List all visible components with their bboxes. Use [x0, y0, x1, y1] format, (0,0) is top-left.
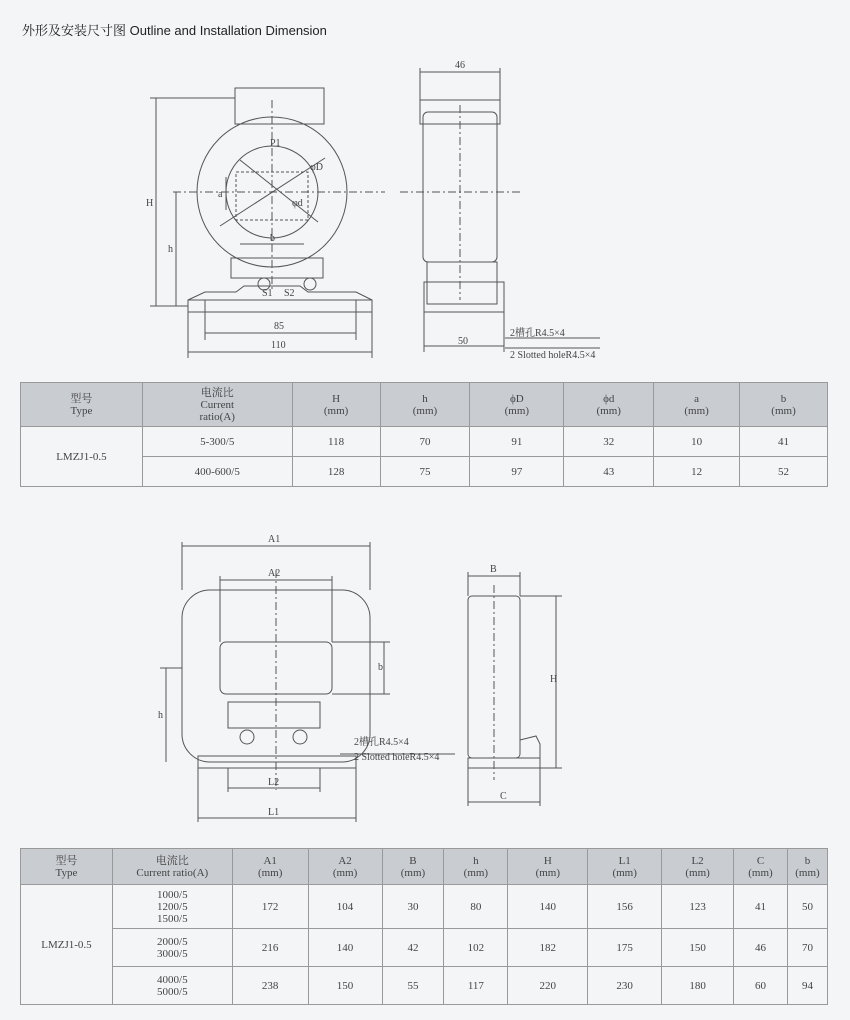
- ct2-front-view: [160, 542, 455, 822]
- table-row: [21, 427, 828, 457]
- table-cell: 238: [232, 967, 308, 1005]
- header-current-ratio: 电流比 Current ratio(A): [142, 383, 292, 427]
- table-cell: 70: [380, 427, 470, 457]
- page-title: 外形及安装尺寸图 Outline and Installation Dimension: [22, 23, 327, 38]
- table-cell: 43: [564, 457, 654, 487]
- label-slot-en-2: 2 Slotted holeR4.5×4: [354, 752, 440, 763]
- header-h: h (mm): [444, 849, 508, 885]
- table-cell: 50: [787, 885, 827, 929]
- table-cell: 123: [662, 885, 734, 929]
- label-p1: P1: [270, 138, 281, 149]
- header-L1: L1 (mm): [588, 849, 662, 885]
- table-row: [21, 967, 828, 1005]
- table-row: [21, 885, 828, 929]
- table-cell: 12: [654, 457, 740, 487]
- table-cell: 172: [232, 885, 308, 929]
- label-dim-50: 50: [458, 336, 468, 347]
- dimension-table-1: [20, 382, 828, 487]
- header-b: b (mm): [740, 383, 828, 427]
- label-s2: S2: [284, 288, 295, 299]
- header-L2: L2 (mm): [662, 849, 734, 885]
- table-cell: 70: [787, 929, 827, 967]
- table-cell: 150: [308, 967, 382, 1005]
- label-B: B: [490, 564, 497, 575]
- label-b2: b: [378, 662, 383, 673]
- label-h2: h: [158, 710, 163, 721]
- table-cell: 104: [308, 885, 382, 929]
- table-cell: 42: [382, 929, 444, 967]
- type-cell: LMZJ1-0.5: [21, 885, 113, 1005]
- header-H: H (mm): [508, 849, 588, 885]
- table-cell: 117: [444, 967, 508, 1005]
- label-phi-D: φD: [310, 162, 323, 173]
- table-cell: 156: [588, 885, 662, 929]
- table-cell: 230: [588, 967, 662, 1005]
- table-cell: 180: [662, 967, 734, 1005]
- table-cell: 52: [740, 457, 828, 487]
- table-cell: 128: [292, 457, 380, 487]
- table-row: [21, 457, 828, 487]
- table-cell: 91: [470, 427, 564, 457]
- table-cell: 220: [508, 967, 588, 1005]
- label-A1: A1: [268, 534, 281, 545]
- label-h: h: [168, 244, 173, 255]
- label-slot-cn-1: 2槽孔R4.5×4: [510, 328, 565, 339]
- label-A2: A2: [268, 568, 281, 579]
- label-slot-en-1: 2 Slotted holeR4.5×4: [510, 350, 596, 361]
- header-B: B (mm): [382, 849, 444, 885]
- table-cell: 55: [382, 967, 444, 1005]
- table-cell: 400-600/5: [142, 457, 292, 487]
- header-a: a (mm): [654, 383, 740, 427]
- ct2-side-view: [468, 572, 562, 806]
- table-cell: 102: [444, 929, 508, 967]
- table-cell: 140: [508, 885, 588, 929]
- header-A2: A2 (mm): [308, 849, 382, 885]
- table-cell: 30: [382, 885, 444, 929]
- table-cell: 46: [734, 929, 788, 967]
- table-cell: 216: [232, 929, 308, 967]
- label-dim-110: 110: [271, 340, 286, 351]
- header-b: b (mm): [787, 849, 827, 885]
- table-cell: 32: [564, 427, 654, 457]
- header-phi-d: ϕd (mm): [564, 383, 654, 427]
- ratio-cell: 2000/5 3000/5: [112, 929, 232, 967]
- header-type: 型号 Type: [21, 383, 143, 427]
- label-L2: L2: [268, 777, 280, 788]
- ct1-side-view: [400, 68, 600, 352]
- table-cell: 94: [787, 967, 827, 1005]
- table-cell: 10: [654, 427, 740, 457]
- label-L1: L1: [268, 807, 280, 818]
- ct1-front-view: [150, 88, 385, 358]
- table-cell: 75: [380, 457, 470, 487]
- table-cell: 150: [662, 929, 734, 967]
- table-header-row: [21, 383, 828, 427]
- table-cell: 60: [734, 967, 788, 1005]
- label-b: b: [270, 233, 275, 244]
- label-s1: S1: [262, 288, 273, 299]
- header-H: H (mm): [292, 383, 380, 427]
- ratio-cell: 4000/5 5000/5: [112, 967, 232, 1005]
- label-H2: H: [550, 674, 558, 685]
- dimension-table-2: [20, 848, 828, 1005]
- table-row: [21, 929, 828, 967]
- table-cell: 5-300/5: [142, 427, 292, 457]
- table-cell: 175: [588, 929, 662, 967]
- header-C: C (mm): [734, 849, 788, 885]
- type-cell: LMZJ1-0.5: [21, 427, 143, 487]
- header-type: 型号 Type: [21, 849, 113, 885]
- header-A1: A1 (mm): [232, 849, 308, 885]
- table-cell: 118: [292, 427, 380, 457]
- label-a: a: [218, 189, 223, 200]
- table-cell: 140: [308, 929, 382, 967]
- label-slot-cn-2: 2槽孔R4.5×4: [354, 737, 409, 748]
- table-cell: 182: [508, 929, 588, 967]
- table-cell: 41: [734, 885, 788, 929]
- label-phi-d: φd: [292, 198, 303, 209]
- label-dim-46: 46: [455, 60, 465, 71]
- label-dim-85: 85: [274, 321, 284, 332]
- ratio-cell: 1000/5 1200/5 1500/5: [112, 885, 232, 929]
- label-H: H: [146, 198, 154, 209]
- header-phi-D: ϕD (mm): [470, 383, 564, 427]
- label-C: C: [500, 791, 507, 802]
- table-cell: 97: [470, 457, 564, 487]
- header-current-ratio: 电流比 Current ratio(A): [112, 849, 232, 885]
- table-cell: 41: [740, 427, 828, 457]
- header-h: h (mm): [380, 383, 470, 427]
- table-header-row: [21, 849, 828, 885]
- table-cell: 80: [444, 885, 508, 929]
